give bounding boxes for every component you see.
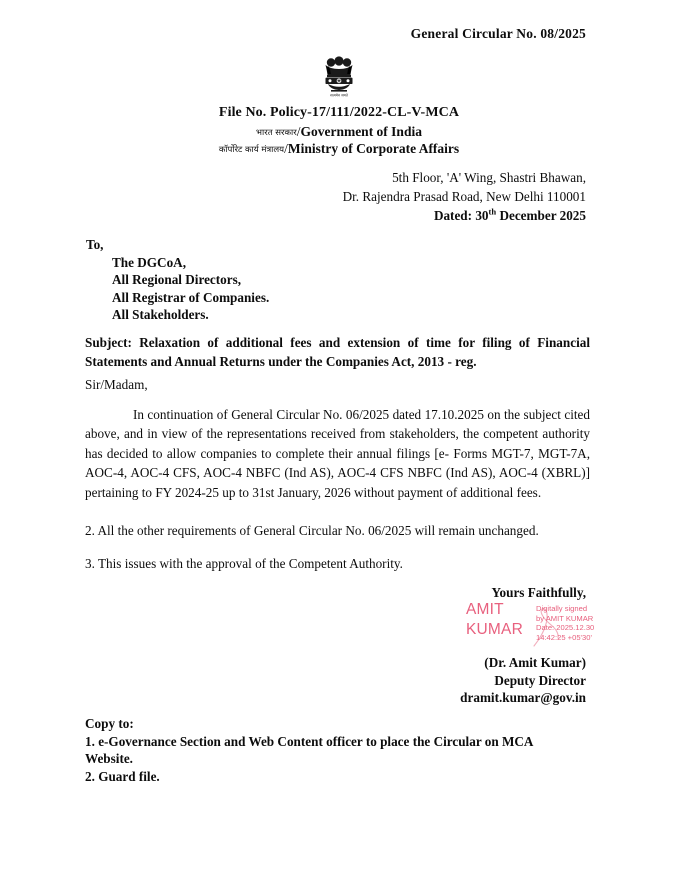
signature-detail-line-1: Digitally signed [536,604,588,613]
file-number: File No. Policy-17/111/2022-CL-V-MCA [218,105,460,120]
copy-to-block [85,715,555,785]
signature-detail-line-4: 14:42:25 +05'30' [536,632,592,642]
government-separator: / [296,124,301,139]
india-national-emblem-icon [318,52,360,102]
ministry-hindi-text: कॉर्पोरेट कार्य मंत्रालय [218,145,285,155]
government-of-india-line [0,124,678,140]
salutation: Sir/Madam, [85,377,148,392]
signer-block [460,654,586,707]
body-paragraph-3: 3. This issues with the approval of the Competent Authority. [85,556,403,571]
date-prefix: Dated: 30 [433,208,489,223]
signer-email: dramit.kumar@gov.in [460,690,586,705]
signer-designation: Deputy Director [494,672,586,688]
signer-name: (Dr. Amit Kumar) [484,655,586,670]
address-line-1: 5th Floor, 'A' Wing, Shastri Bhawan, [392,170,586,185]
emblem-container [0,52,678,107]
government-hindi-text: भारत सरकार [256,128,297,138]
to-label: To, [86,237,104,252]
recipient-item: All Stakeholders. [112,307,209,322]
signature-name-line-2: KUMAR [466,621,523,638]
ministry-english-text: Ministry of Corporate Affairs [287,141,460,156]
signature-detail-line-3: Date: 2025.12.30 [536,623,595,633]
subject-line: Subject: Relaxation of additional fees and extension of time for filing of Financial Statements and Annual Returns under the Companies Act, 2013 - reg. [85,335,590,369]
date-rest: December 2025 [496,208,586,223]
signature-name [466,600,523,640]
ministry-line [0,141,678,157]
circular-number: General Circular No. 08/2025 [410,26,586,41]
digital-signature-block [466,600,606,652]
recipient-item: All Regional Directors, [112,272,242,287]
recipient-item: All Registrar of Companies. [112,289,270,305]
signature-detail-line-2: by AMIT KUMAR [536,613,594,623]
copy-to-item: 1. e-Governance Section and Web Content officer to place the Circular on MCA Website. [85,733,533,766]
address-line-2: Dr. Rajendra Prasad Road, New Delhi 110001 [342,189,586,204]
svg-text:सत्यमेव जयते: सत्यमेव जयते [330,93,348,98]
government-english-text: Government of India [300,124,422,139]
signature-details [536,604,608,642]
copy-to-label: Copy to: [85,716,134,731]
date-ordinal-suffix: th [488,206,497,217]
ministry-separator: / [284,141,288,156]
body-paragraph-2: 2. All the other requirements of General Circular No. 06/2025 will remain unchanged. [85,523,539,538]
copy-to-item: 2. Guard file. [85,768,160,784]
closing-salutation: Yours Faithfully, [491,585,586,600]
office-address-block [343,168,586,225]
recipient-item: The DGCoA, [112,254,186,270]
body-paragraph-1: In continuation of General Circular No. 06/2025 dated 17.10.2025 on the subject cited above, and in view of the representations received from stakeholders, the competent authority has decided to allow companies to complete their annual filings [e- Forms MGT-7, MGT-7A, AOC-4, AOC-4 CFS, AOC-4 NBFC (Ind AS), AOC-4 CFS NBFC (Ind AS), AOC-4 (XBRL)] pertaining to FY 2024-25 up to 31st January, 2026 without payment of additional fees. [85,407,590,500]
addressee-block [86,236,269,324]
document-date [343,206,586,225]
signature-name-line-1: AMIT [466,601,504,618]
